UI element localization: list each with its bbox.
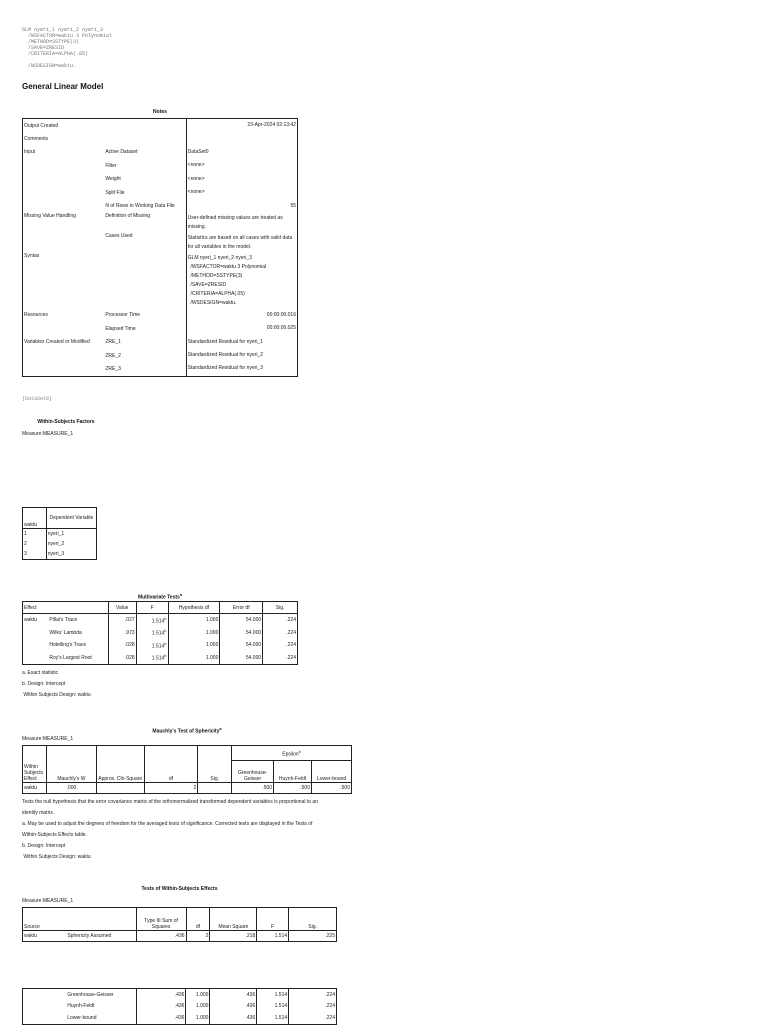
- wsf-cell-level: 2: [23, 539, 47, 549]
- multivariate-cell-value: .027: [108, 614, 136, 627]
- notes-cell-category: [23, 159, 105, 172]
- table-row: [23, 119, 298, 133]
- multivariate-header: F: [136, 602, 168, 614]
- multivariate-footnote: Within Subjects Design: waktu: [22, 692, 91, 698]
- wse-cell-ss: .436: [136, 989, 186, 1001]
- syntax-line: /WSFACTOR=waktu 3 Polynomial: [22, 33, 113, 39]
- table-row: [23, 614, 298, 627]
- wse-header: Sig.: [289, 908, 337, 931]
- notes-cell-category: Missing Value Handling: [23, 213, 105, 233]
- notes-cell-category: Comments: [23, 132, 105, 145]
- multivariate-cell-sig: .224: [263, 627, 298, 640]
- multivariate-f-sup: b: [164, 640, 167, 646]
- notes-cell-category: Input: [23, 146, 105, 159]
- wse-cell-df: 2: [186, 931, 210, 942]
- notes-cell-value: <none>: [186, 159, 297, 172]
- table-row: [23, 309, 298, 322]
- wse-cell-ms: .218: [210, 931, 257, 942]
- notes-cell-value: 00:00:00.025: [186, 322, 297, 335]
- notes-cell-value: <none>: [186, 186, 297, 199]
- wse-header: [66, 908, 136, 931]
- mauchly-cell-effect: waktu: [23, 783, 47, 794]
- notes-cell-category: Syntax: [23, 253, 105, 309]
- multivariate-footnotes: [22, 668, 91, 701]
- epsilon-label: Epsilon: [282, 751, 299, 758]
- notes-cell-value: <none>: [186, 173, 297, 186]
- notes-cell-value: 00:00:00.016: [186, 309, 297, 322]
- mauchly-footnotes: [22, 797, 318, 863]
- syntax-line: GLM nyeri_1 nyeri_2 nyeri_3: [22, 27, 104, 33]
- table-row: [23, 233, 298, 253]
- table-row: [23, 362, 298, 376]
- wse-cell-sig: .225: [289, 931, 337, 942]
- multivariate-header: Sig.: [263, 602, 298, 614]
- mauchly-header-epsilon: [232, 746, 352, 761]
- notes-cell-item: [104, 132, 186, 145]
- page-title: General Linear Model: [22, 82, 104, 91]
- wse-cell-ms: .436: [210, 1001, 257, 1013]
- wse-cell-sig: .224: [289, 1012, 337, 1024]
- notes-cell-value: Standardized Residual for nyeri_1: [186, 336, 297, 349]
- mauchly-cell-hf: .500: [274, 783, 312, 794]
- wsf-title: Within-Subjects Factors: [37, 419, 95, 425]
- syntax-block: [22, 27, 112, 69]
- mauchly-header-chi: Approx. Chi-Square: [96, 746, 144, 783]
- wsf-header-dependent-variable: Dependent Variable: [46, 508, 96, 529]
- notes-cell-value: User-defined missing values are treated as missing.: [186, 213, 297, 233]
- multivariate-cell-hdf: 1.000: [168, 652, 220, 665]
- syntax-line: /SAVE=ZRESID: [22, 45, 65, 51]
- notes-title: Notes: [153, 109, 167, 115]
- wse-cell-f: 1.514: [257, 1012, 289, 1024]
- multivariate-cell-test: Hotelling's Trace: [49, 642, 87, 649]
- wse-cell-source: [23, 1012, 67, 1024]
- notes-cell-value: DataSet0: [186, 146, 297, 159]
- notes-cell-value: GLM nyeri_1 nyeri_2 nyeri_3 /WSFACTOR=waktu 3 Polynomial /METHOD=SSTYPE(3) /SAVE=ZRESID /CRITERIA=ALPHA(.05) /WSDESIGN=waktu.: [186, 253, 297, 309]
- multivariate-title-sup: a: [179, 592, 183, 597]
- wsf-cell-variable: nyeri_3: [46, 549, 96, 560]
- mauchly-footnote: Within-Subjects Effects table.: [22, 832, 87, 838]
- multivariate-cell-edf: 54.000: [220, 627, 263, 640]
- multivariate-cell-edf: 54.000: [220, 639, 263, 652]
- multivariate-f-value: 1.514: [151, 631, 165, 638]
- multivariate-cell-f: [136, 614, 168, 627]
- notes-table: [22, 118, 298, 377]
- wsf-cell-variable: nyeri_1: [46, 529, 96, 540]
- multivariate-f-sup: b: [164, 653, 167, 659]
- table-row: [23, 783, 352, 794]
- notes-cell-item: [104, 119, 186, 133]
- wse-header: Type III Sum of Squares: [136, 908, 186, 931]
- multivariate-footnote: b. Design: Intercept: [22, 681, 66, 687]
- wse-cell-df: 1.000: [186, 1001, 210, 1013]
- multivariate-cell-f: [136, 652, 168, 665]
- wsf-header-waktu: waktu: [23, 508, 47, 529]
- wse-cell-source: [23, 989, 67, 1001]
- multivariate-cell-value: .028: [108, 652, 136, 665]
- notes-cell-item: N of Rows in Working Data File: [104, 199, 186, 212]
- wse-header: Source: [23, 908, 67, 931]
- multivariate-title: [22, 592, 298, 601]
- notes-cell-category: [23, 362, 105, 376]
- multivariate-cell-f: [136, 627, 168, 640]
- mauchly-title-sup: a: [219, 726, 222, 731]
- wsf-cell-level: 1: [23, 529, 47, 540]
- table-row: [23, 253, 298, 309]
- multivariate-f-value: 1.514: [151, 618, 165, 625]
- notes-cell-category: [23, 349, 105, 362]
- multivariate-cell-test: Wilks' Lambda: [49, 629, 82, 636]
- mauchly-measure: Measure:MEASURE_1: [22, 736, 74, 742]
- notes-cell-item: Processor Time: [104, 309, 186, 322]
- table-row: [23, 529, 97, 540]
- wse-cell-ss: .436: [136, 1012, 186, 1024]
- wse-cell-f: 1.514: [257, 1001, 289, 1013]
- notes-cell-item: Weight: [104, 173, 186, 186]
- wse-cell-ms: .436: [210, 989, 257, 1001]
- wse-header: df: [186, 908, 210, 931]
- multivariate-cell-hdf: 1.000: [168, 614, 220, 627]
- multivariate-f-sup: b: [164, 615, 167, 621]
- multivariate-title-text: Multivariate Tests: [137, 594, 180, 601]
- table-row: [23, 1001, 337, 1013]
- table-row: [23, 627, 298, 640]
- notes-cell-item: Split File: [104, 186, 186, 199]
- wse-cell-source: [23, 1001, 67, 1013]
- mauchly-table: [22, 745, 352, 794]
- wse-cell-label: Sphericity Assumed: [66, 931, 136, 942]
- multivariate-cell-sig: .224: [263, 614, 298, 627]
- mauchly-title-text: Mauchly's Test of Sphericity: [152, 728, 220, 735]
- multivariate-cell-effect: [23, 639, 49, 652]
- wse-cell-df: 1.000: [186, 1012, 210, 1024]
- syntax-line: /CRITERIA=ALPHA(.05): [22, 51, 89, 57]
- wse-title: Tests of Within-Subjects Effects: [141, 886, 218, 892]
- mauchly-title: [22, 726, 352, 735]
- dataset-tag: [DataSet0]: [22, 396, 53, 402]
- wsf-measure: Measure:MEASURE_1: [22, 431, 74, 437]
- notes-cell-category: [23, 173, 105, 186]
- multivariate-cell-sig: .224: [263, 639, 298, 652]
- wse-cell-f: 1.514: [257, 931, 289, 942]
- table-row: [23, 146, 298, 159]
- notes-cell-value: Standardized Residual for nyeri_3: [186, 362, 297, 376]
- table-row: [23, 336, 298, 349]
- wse-header: F: [257, 908, 289, 931]
- multivariate-cell-hdf: 1.000: [168, 639, 220, 652]
- multivariate-cell-hdf: 1.000: [168, 627, 220, 640]
- notes-cell-category: Resources: [23, 309, 105, 322]
- mauchly-header-w: Mauchly's W: [46, 746, 96, 783]
- mauchly-footnote: Tests the null hypothesis that the error covariance matrix of the orthonormalized transformed dependent variables is proportional to an: [22, 799, 318, 805]
- notes-cell-item: ZRE_1: [104, 336, 186, 349]
- mauchly-footnote: identity matrix.: [22, 810, 55, 816]
- mauchly-header-df: df: [144, 746, 198, 783]
- notes-cell-category: [23, 322, 105, 335]
- multivariate-footnote: a. Exact statistic: [22, 670, 59, 676]
- wse-cell-ms: .436: [210, 1012, 257, 1024]
- table-row: [23, 539, 97, 549]
- notes-cell-value: 55: [186, 199, 297, 212]
- mauchly-footnote: Within Subjects Design: waktu: [22, 854, 91, 860]
- wse-cell-ss: .436: [136, 931, 186, 942]
- multivariate-cell-value: .973: [108, 627, 136, 640]
- notes-cell-value: Statistics are based on all cases with valid data for all variables in the model.: [186, 233, 297, 253]
- table-row: [23, 322, 298, 335]
- notes-cell-item: Filter: [104, 159, 186, 172]
- notes-cell-category: [23, 233, 105, 253]
- notes-cell-value: Standardized Residual for nyeri_2: [186, 349, 297, 362]
- wsf-cell-level: 3: [23, 549, 47, 560]
- mauchly-cell-chi: [96, 783, 144, 794]
- table-row: [23, 159, 298, 172]
- mauchly-header-lb: Lower-bound: [312, 761, 352, 783]
- multivariate-cell-edf: 54.000: [220, 652, 263, 665]
- wse-header: Mean Square: [210, 908, 257, 931]
- mauchly-footnote: a. May be used to adjust the degrees of freedom for the averaged tests of significance. Corrected tests are displayed in the Tests of: [22, 821, 313, 827]
- wse-cell-sig: .224: [289, 989, 337, 1001]
- table-row: [23, 549, 97, 560]
- wse-cell-label: Greenhouse-Geisser: [66, 989, 136, 1001]
- mauchly-cell-w: .000: [46, 783, 96, 794]
- multivariate-header: [48, 602, 108, 614]
- wse-cell-label: Huynh-Feldt: [67, 1003, 95, 1010]
- syntax-line: /METHOD=SSTYPE(3): [22, 39, 80, 45]
- multivariate-header: Error df: [220, 602, 263, 614]
- table-row: [23, 213, 298, 233]
- multivariate-cell-effect: [23, 652, 49, 665]
- notes-cell-item: Cases Used: [104, 233, 186, 253]
- multivariate-cell-effect: waktu: [23, 614, 49, 627]
- wsf-cell-variable: nyeri_2: [46, 539, 96, 549]
- notes-cell-category: [23, 186, 105, 199]
- notes-cell-item: Definition of Missing: [104, 213, 186, 233]
- wse-cell-sig: .224: [289, 1001, 337, 1013]
- table-row: [23, 173, 298, 186]
- table-row: [23, 349, 298, 362]
- table-row: [23, 186, 298, 199]
- mauchly-cell-df: 2: [144, 783, 198, 794]
- table-row: [23, 199, 298, 212]
- multivariate-cell-edf: 54.000: [220, 614, 263, 627]
- wsf-table: [22, 507, 97, 560]
- multivariate-header: Effect: [23, 602, 49, 614]
- multivariate-f-value: 1.514: [151, 656, 165, 663]
- table-row: [23, 1012, 337, 1024]
- table-row: [23, 931, 337, 942]
- notes-cell-item: [104, 253, 186, 309]
- multivariate-f-value: 1.514: [151, 643, 165, 650]
- notes-cell-value: 23-Apr-2024 02:13:42: [186, 119, 297, 133]
- notes-cell-category: Output Created: [23, 119, 105, 133]
- mauchly-cell-sig: [198, 783, 232, 794]
- multivariate-cell-f: [136, 639, 168, 652]
- multivariate-header: Hypothesis df: [168, 602, 220, 614]
- table-row: [23, 989, 337, 1001]
- wse-cell-ss: .436: [136, 1001, 186, 1013]
- wse-cell-source: waktu: [23, 931, 67, 942]
- multivariate-header: Value: [108, 602, 136, 614]
- notes-cell-item: ZRE_3: [104, 362, 186, 376]
- notes-cell-category: [23, 199, 105, 212]
- mauchly-header-hf: Huynh-Feldt: [274, 761, 312, 783]
- wse-cell-f: 1.514: [257, 989, 289, 1001]
- multivariate-cell-value: .028: [108, 639, 136, 652]
- wse-cell-label: Lower-bound: [66, 1012, 136, 1024]
- notes-cell-item: Active Dataset: [104, 146, 186, 159]
- table-row: [23, 652, 298, 665]
- table-row: [23, 132, 298, 145]
- mauchly-header-sig: Sig.: [198, 746, 232, 783]
- notes-cell-item: ZRE_2: [104, 349, 186, 362]
- notes-cell-item: Elapsed Time: [104, 322, 186, 335]
- multivariate-f-sup: b: [164, 628, 167, 634]
- notes-cell-value: [186, 132, 297, 145]
- multivariate-cell-test: Roy's Largest Root: [48, 652, 108, 665]
- multivariate-table: [22, 601, 298, 665]
- wse-table-continued: [22, 988, 337, 1025]
- mauchly-cell-lb: .500: [312, 783, 352, 794]
- mauchly-header-gg: Greenhouse-Geisser: [232, 761, 274, 783]
- mauchly-header-effect: Within Subjects Effect: [23, 746, 47, 783]
- epsilon-sup: b: [298, 748, 301, 754]
- notes-cell-category: Variables Created or Modified: [23, 336, 105, 349]
- multivariate-cell-effect: [23, 627, 49, 640]
- table-row: [23, 639, 298, 652]
- mauchly-cell-gg: .500: [232, 783, 274, 794]
- multivariate-cell-sig: .224: [263, 652, 298, 665]
- wse-measure: Measure:MEASURE_1: [22, 898, 74, 904]
- wse-table: [22, 907, 337, 942]
- mauchly-footnote: b. Design: Intercept: [22, 843, 66, 849]
- wse-cell-df: 1.000: [186, 989, 210, 1001]
- syntax-line: /WSDESIGN=waktu.: [22, 63, 77, 69]
- multivariate-cell-test: Pillai's Trace: [49, 617, 78, 624]
